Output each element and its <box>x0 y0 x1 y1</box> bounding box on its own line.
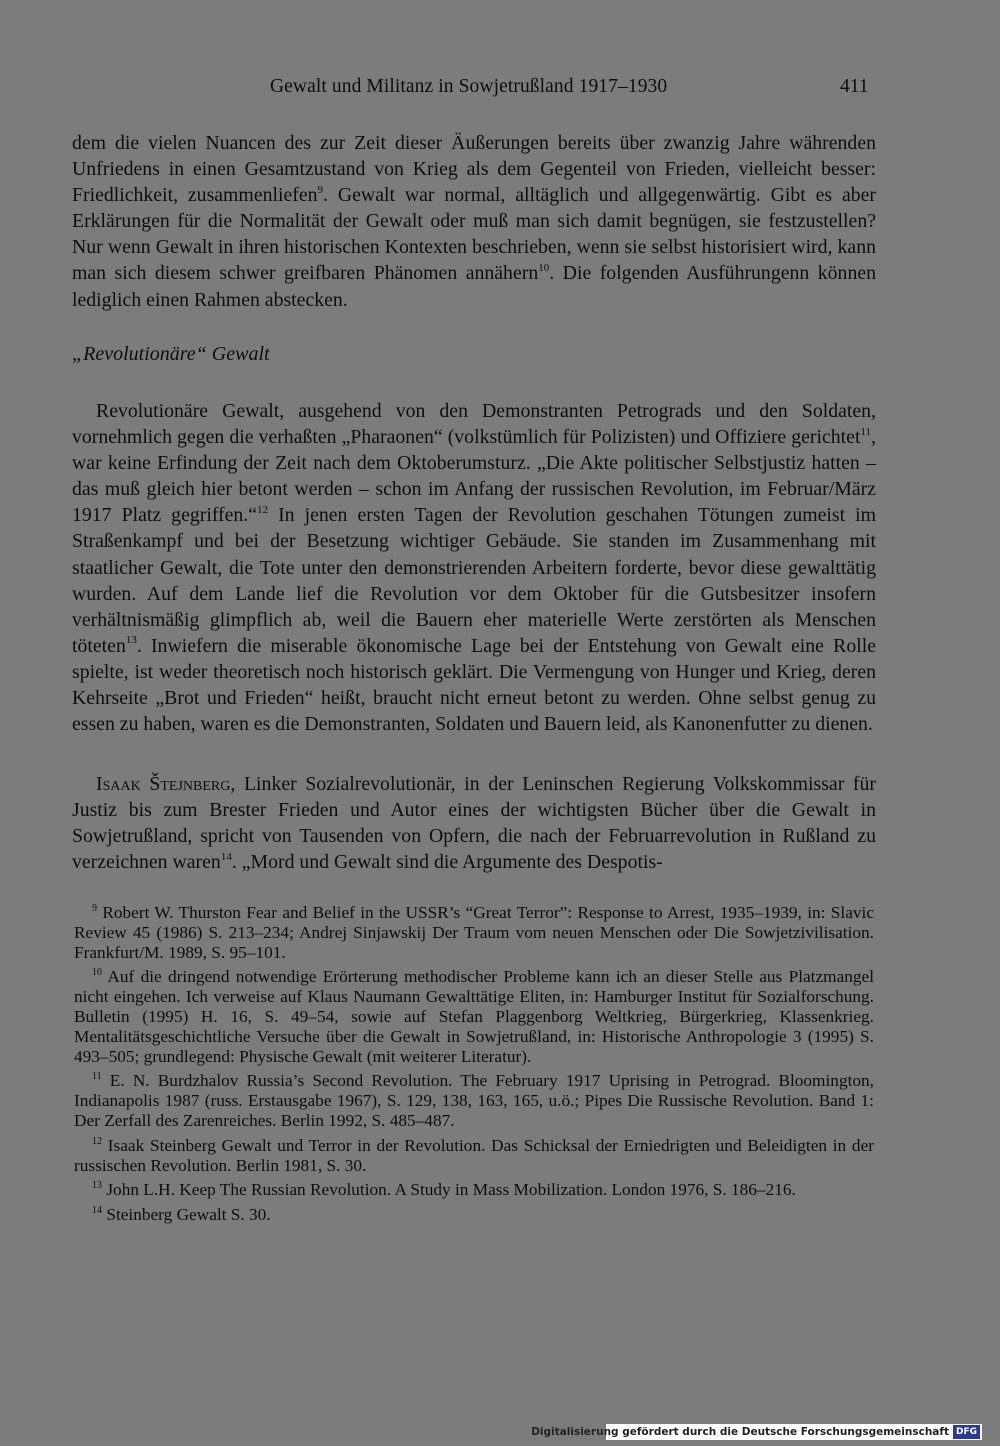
footnote-text: Auf die dringend notwendige Erörterung methodischer Probleme kann ich an dieser Stelle aus Platzmangel nicht eingehen. Ich verweise auf Klaus Naumann Gewalttätige Eliten, in: Hamburger Institut für Sozialforschung. Bulletin (1995) H. 16, S. 49–54, sowie auf Stefan Plaggenborg Weltkrieg, Bürgerkrieg, Klassenkrieg. Mentalitätsgeschichtliche Versuche über die Gewalt in Sowjetrußland, in: Historische Anthropologie 3 (1995) S. 493–505; grundlegend: Physische Gewalt (mit weiterer Literatur). <box>74 967 874 1066</box>
footnote-11 <box>74 1071 874 1130</box>
paragraph-text: , Linker Sozialrevolutionär, in der Leninschen Regierung Volkskommissar für Justiz bis zum Brester Frieden und Autor eines der wichtigsten Bücher über die Gewalt in Sowjetrußland, spricht von Tausenden von Opfern, die nach der Februarrevolution in Rußland zu verzeichnen waren <box>72 773 877 874</box>
paragraph-text: . Die folgenden Ausführungenn können lediglich einen Rahmen abstecken. <box>72 262 877 311</box>
paragraph-text: . „Mord und Gewalt sind die Argumente des Despotis- <box>231 851 663 874</box>
section-heading: „Revolutionäre“ Gewalt <box>72 343 270 365</box>
paragraph-3 <box>72 771 876 875</box>
footnote-ref-12[interactable]: 12 <box>257 503 269 516</box>
footnote-10 <box>74 967 874 1066</box>
paragraph-2 <box>72 398 876 737</box>
paragraph-text: . Inwiefern die miserable ökonomische Lage bei der Entstehung von Gewalt eine Rolle spielte, ist weder theoretisch noch historisch geklärt. Die Vermengung von Hunger und Krieg, deren Kehrseite „Brot und Frieden“ heißt, braucht nicht erneut betont zu werden. Ohne selbst genug zu essen zu haben, waren es die Demonstranten, Soldaten und Bauern leid, als Kanonenfutter zu dienen. <box>72 634 876 736</box>
footnote-12 <box>74 1136 874 1176</box>
footnote-number: 12 <box>92 1136 102 1147</box>
footnote-ref-14[interactable]: 14 <box>220 850 232 863</box>
footnote-text: Robert W. Thurston Fear and Belief in the USSR’s “Great Terror”: Response to Arrest, 1935–1939, in: Slavic Review 45 (1986) S. 213–234; Andrej Sinjawskij Der Traum vom neuen Menschen oder Die Sowjetzivilisation. Frankfurt/M. 1989, S. 95–101. <box>74 903 874 962</box>
running-title: Gewalt und Militanz in Sowjetrußland 1917–1930 <box>270 76 668 97</box>
paragraph-text: Revolutionäre Gewalt, ausgehend von den Demonstranten Petrograds und den Soldaten, vornehmlich gegen die verhaßten „Pharaonen“ (volkstümlich für Polizisten) und Offiziere gerichtet <box>72 400 876 449</box>
footnote-13 <box>74 1180 874 1200</box>
author-name: Isaak Štejnberg <box>96 773 231 795</box>
footnote-text: Steinberg Gewalt S. 30. <box>106 1205 271 1225</box>
paragraph-text: , war keine Erfindung der Zeit nach dem Oktoberumsturz. „Die Akte politischer Selbstjustiz hatten – das muß gleich hier betont werden – schon im Anfang der russischen Revolution, im Februar/März 1917 Platz gegriffen.“ <box>72 426 876 527</box>
funding-footer <box>531 1424 982 1440</box>
page-number: 411 <box>840 76 869 97</box>
footnote-ref-13[interactable]: 13 <box>125 634 137 647</box>
footnote-number: 10 <box>92 967 102 979</box>
paragraph-text: . Gewalt war normal, alltäglich und allgegenwärtig. Gibt es aber Erklärungen für die Normalität der Gewalt oder muß man sich damit begnügen, sie festzustellen? Nur wenn Gewalt in ihren historischen Kontexten beschrieben, wenn sie selbst historisiert wird, kann man sich diesem schwer greifbaren Phänomen annähern <box>72 184 876 285</box>
footnote-text: Isaak Steinberg Gewalt und Terror in der Revolution. Das Schicksal der Erniedrigten und Beleidigten in der russischen Revolution. Berlin 1981, S. 30. <box>74 1135 874 1175</box>
footnote-ref-9[interactable]: 9 <box>317 183 324 196</box>
footnote-ref-11[interactable]: 11 <box>860 425 872 438</box>
footnote-text: E. N. Burdzhalov Russia’s Second Revolution. The February 1917 Uprising in Petrograd. Bloomington, Indianapolis 1987 (russ. Erstausgabe 1967), S. 129, 138, 163, 165, u.ö.; Pipes Die Russische Revolution. Band 1: Der Zerfall des Zarenreiches. Berlin 1992, S. 485–487. <box>74 1071 874 1130</box>
paragraph-text: In jenen ersten Tagen der Revolution geschahen Tötungen zumeist im Straßenkampf und bei der Besetzung wichtiger Gebäude. Sie standen im Zusammenhang mit staatlicher Gewalt, die Tote unter den demonstrierenden Arbeitern forderte, bevor diese gewalttätig wurden. Auf dem Lande lief die Revolution vor dem Oktober für die Gutsbesitzer insofern verhältnismäßig glimpflich ab, weil die Bauern eher materielle Werte zerstörten als Menschen töteten <box>72 504 876 657</box>
footnote-9 <box>74 903 874 962</box>
footnotes <box>74 903 874 1230</box>
footnote-number: 9 <box>92 903 97 915</box>
footnote-14 <box>74 1205 874 1225</box>
funding-note: Digitalisierung gefördert durch die Deutsche Forschungsgemeinschaft <box>531 1426 949 1438</box>
paragraph-1 <box>72 130 876 313</box>
footnote-number: 11 <box>92 1071 102 1083</box>
footnote-number: 14 <box>92 1205 102 1217</box>
dfg-logo-icon: DFG <box>953 1425 980 1439</box>
paragraph-text: dem die vielen Nuancen des zur Zeit dieser Äußerungen bereits über zwanzig Jahre währenden Unfriedens in einen Gesamtzustand von Krieg als dem Gegenteil von Frieden, vielleicht besser: Friedlichkeit, zusammenliefen <box>72 132 876 207</box>
footnote-text: John L.H. Keep The Russian Revolution. A Study in Mass Mobilization. London 1976, S. 186–216. <box>106 1180 796 1200</box>
footnote-number: 13 <box>92 1180 102 1192</box>
footnote-ref-10[interactable]: 10 <box>538 261 550 274</box>
